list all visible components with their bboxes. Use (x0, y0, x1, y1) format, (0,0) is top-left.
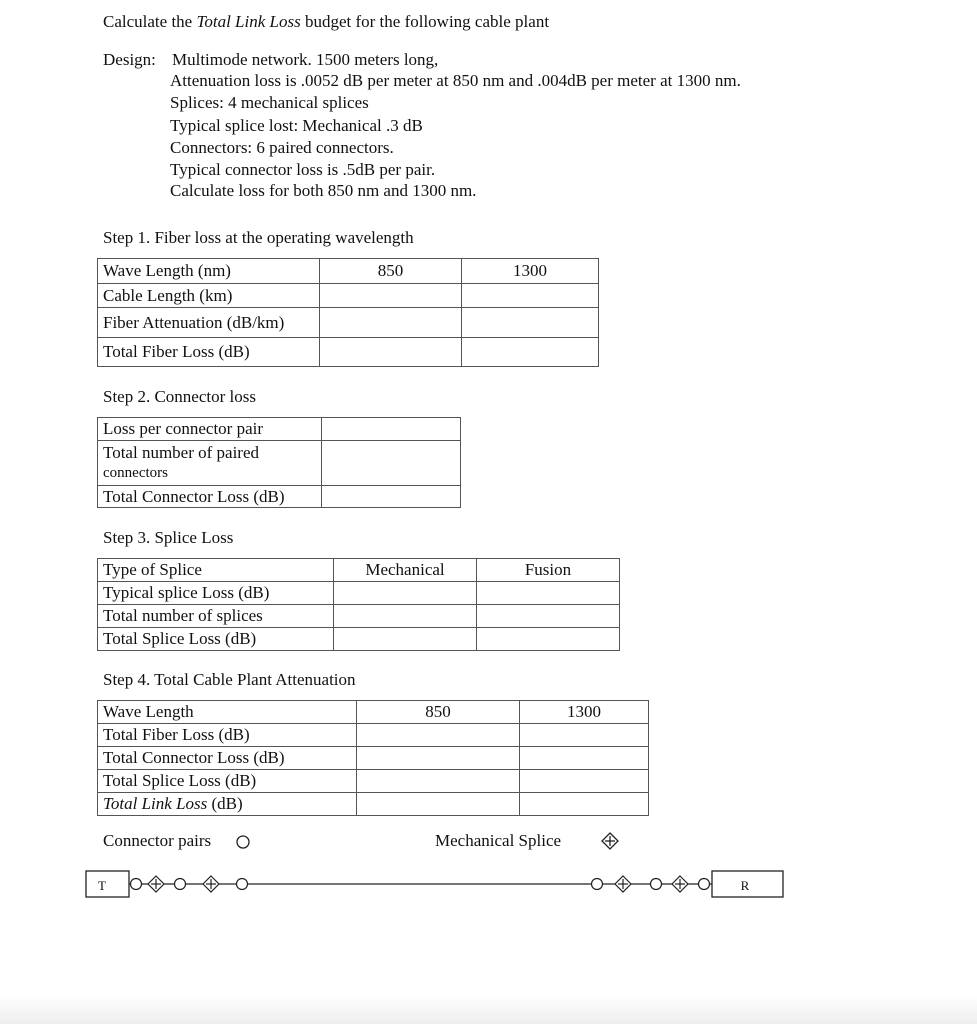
design-line: Multimode network. 1500 meters long, (172, 50, 439, 69)
table-cell: Typical splice Loss (dB) (98, 582, 334, 605)
design-line: Typical connector loss is .5dB per pair. (170, 160, 436, 179)
table-cell: Total Splice Loss (dB) (98, 628, 334, 651)
table-cell: Total number of splices (98, 605, 334, 628)
answer-cell[interactable] (320, 338, 462, 367)
mechanical-splice-icon (615, 876, 631, 892)
table-row (98, 441, 461, 486)
mechanical-splice-legend: Mechanical Splice (435, 831, 562, 850)
answer-cell[interactable] (520, 724, 649, 747)
page-bottom-edge (0, 994, 977, 1024)
connector-pair-icon (651, 879, 662, 890)
receiver-label: R (740, 878, 750, 893)
answer-cell[interactable] (357, 724, 520, 747)
table-cell: Type of Splice (98, 559, 334, 582)
answer-cell[interactable] (334, 605, 477, 628)
connector-pair-icon (175, 879, 186, 890)
design-label: Design: (103, 50, 156, 69)
answer-cell[interactable] (462, 308, 599, 338)
table-cell: Loss per connector pair (98, 418, 322, 441)
table-row (98, 284, 599, 308)
step1-title: Step 1. Fiber loss at the operating wavelength (103, 228, 414, 247)
step4-title: Step 4. Total Cable Plant Attenuation (103, 670, 356, 689)
answer-cell[interactable] (462, 284, 599, 308)
answer-cell[interactable] (322, 441, 461, 486)
table-cell: Total Link Loss (dB) (98, 793, 357, 816)
page-title: Calculate the Total Link Loss budget for the following cable plant (103, 12, 550, 31)
transmitter-box (86, 871, 129, 897)
design-line: Splices: 4 mechanical splices (170, 93, 369, 112)
mechanical-splice-icon (600, 831, 620, 851)
table-row (98, 486, 461, 508)
table-cell: Fusion (477, 559, 620, 582)
design-line: Calculate loss for both 850 nm and 1300 nm. (170, 181, 477, 200)
table-row (98, 770, 649, 793)
step2-title: Step 2. Connector loss (103, 387, 256, 406)
answer-cell[interactable] (477, 605, 620, 628)
table-row (98, 628, 620, 651)
mechanical-splice-icon (148, 876, 164, 892)
mechanical-splice-icon (203, 876, 219, 892)
answer-cell[interactable] (357, 747, 520, 770)
answer-cell[interactable] (462, 338, 599, 367)
connector-loss-table (97, 417, 461, 508)
table-cell: Fiber Attenuation (dB/km) (98, 308, 320, 338)
splice-loss-table (97, 558, 620, 651)
answer-cell[interactable] (477, 582, 620, 605)
table-cell: Wave Length (nm) (98, 259, 320, 284)
connector-pairs-legend: Connector pairs (103, 831, 212, 850)
answer-cell[interactable] (334, 628, 477, 651)
table-cell: Cable Length (km) (98, 284, 320, 308)
table-row (98, 605, 620, 628)
answer-cell[interactable] (520, 793, 649, 816)
table-cell: Total Splice Loss (dB) (98, 770, 357, 793)
cable-plant-diagram (80, 864, 790, 904)
fiber-loss-table (97, 258, 599, 367)
table-cell: Total Fiber Loss (dB) (98, 724, 357, 747)
answer-cell[interactable] (322, 418, 461, 441)
table-cell: 1300 (520, 701, 649, 724)
design-line: Attenuation loss is .0052 dB per meter at 850 nm and .004dB per meter at 1300 nm. (170, 71, 741, 90)
table-cell: 850 (357, 701, 520, 724)
table-cell: Wave Length (98, 701, 357, 724)
table-cell: Total Connector Loss (dB) (98, 747, 357, 770)
table-cell: 1300 (462, 259, 599, 284)
answer-cell[interactable] (320, 308, 462, 338)
total-attenuation-table (97, 700, 649, 816)
table-row (98, 701, 649, 724)
total-link-loss-emphasis: Total Link Loss (196, 12, 301, 31)
connector-pair-icon (131, 879, 142, 890)
table-row (98, 559, 620, 582)
table-cell: 850 (320, 259, 462, 284)
table-cell: Total Fiber Loss (dB) (98, 338, 320, 367)
table-row (98, 582, 620, 605)
answer-cell[interactable] (520, 770, 649, 793)
answer-cell[interactable] (320, 284, 462, 308)
table-row (98, 338, 599, 367)
answer-cell[interactable] (357, 770, 520, 793)
transmitter-label: T (98, 878, 106, 893)
table-cell: Total number of paired connectors (98, 441, 322, 486)
answer-cell[interactable] (334, 582, 477, 605)
answer-cell[interactable] (520, 747, 649, 770)
answer-cell[interactable] (322, 486, 461, 508)
answer-cell[interactable] (477, 628, 620, 651)
design-line: Typical splice lost: Mechanical .3 dB (170, 116, 423, 135)
answer-cell[interactable] (357, 793, 520, 816)
mechanical-splice-icon (672, 876, 688, 892)
table-row (98, 793, 649, 816)
step3-title: Step 3. Splice Loss (103, 528, 234, 547)
table-cell: Total Connector Loss (dB) (98, 486, 322, 508)
table-row (98, 259, 599, 284)
table-row (98, 747, 649, 770)
table-row (98, 418, 461, 441)
table-row (98, 724, 649, 747)
table-row (98, 308, 599, 338)
connector-pair-icon (234, 833, 252, 851)
connector-pair-icon (237, 879, 248, 890)
table-cell: Mechanical (334, 559, 477, 582)
design-line: Connectors: 6 paired connectors. (170, 138, 394, 157)
connector-pair-icon (592, 879, 603, 890)
connector-pair-icon (699, 879, 710, 890)
